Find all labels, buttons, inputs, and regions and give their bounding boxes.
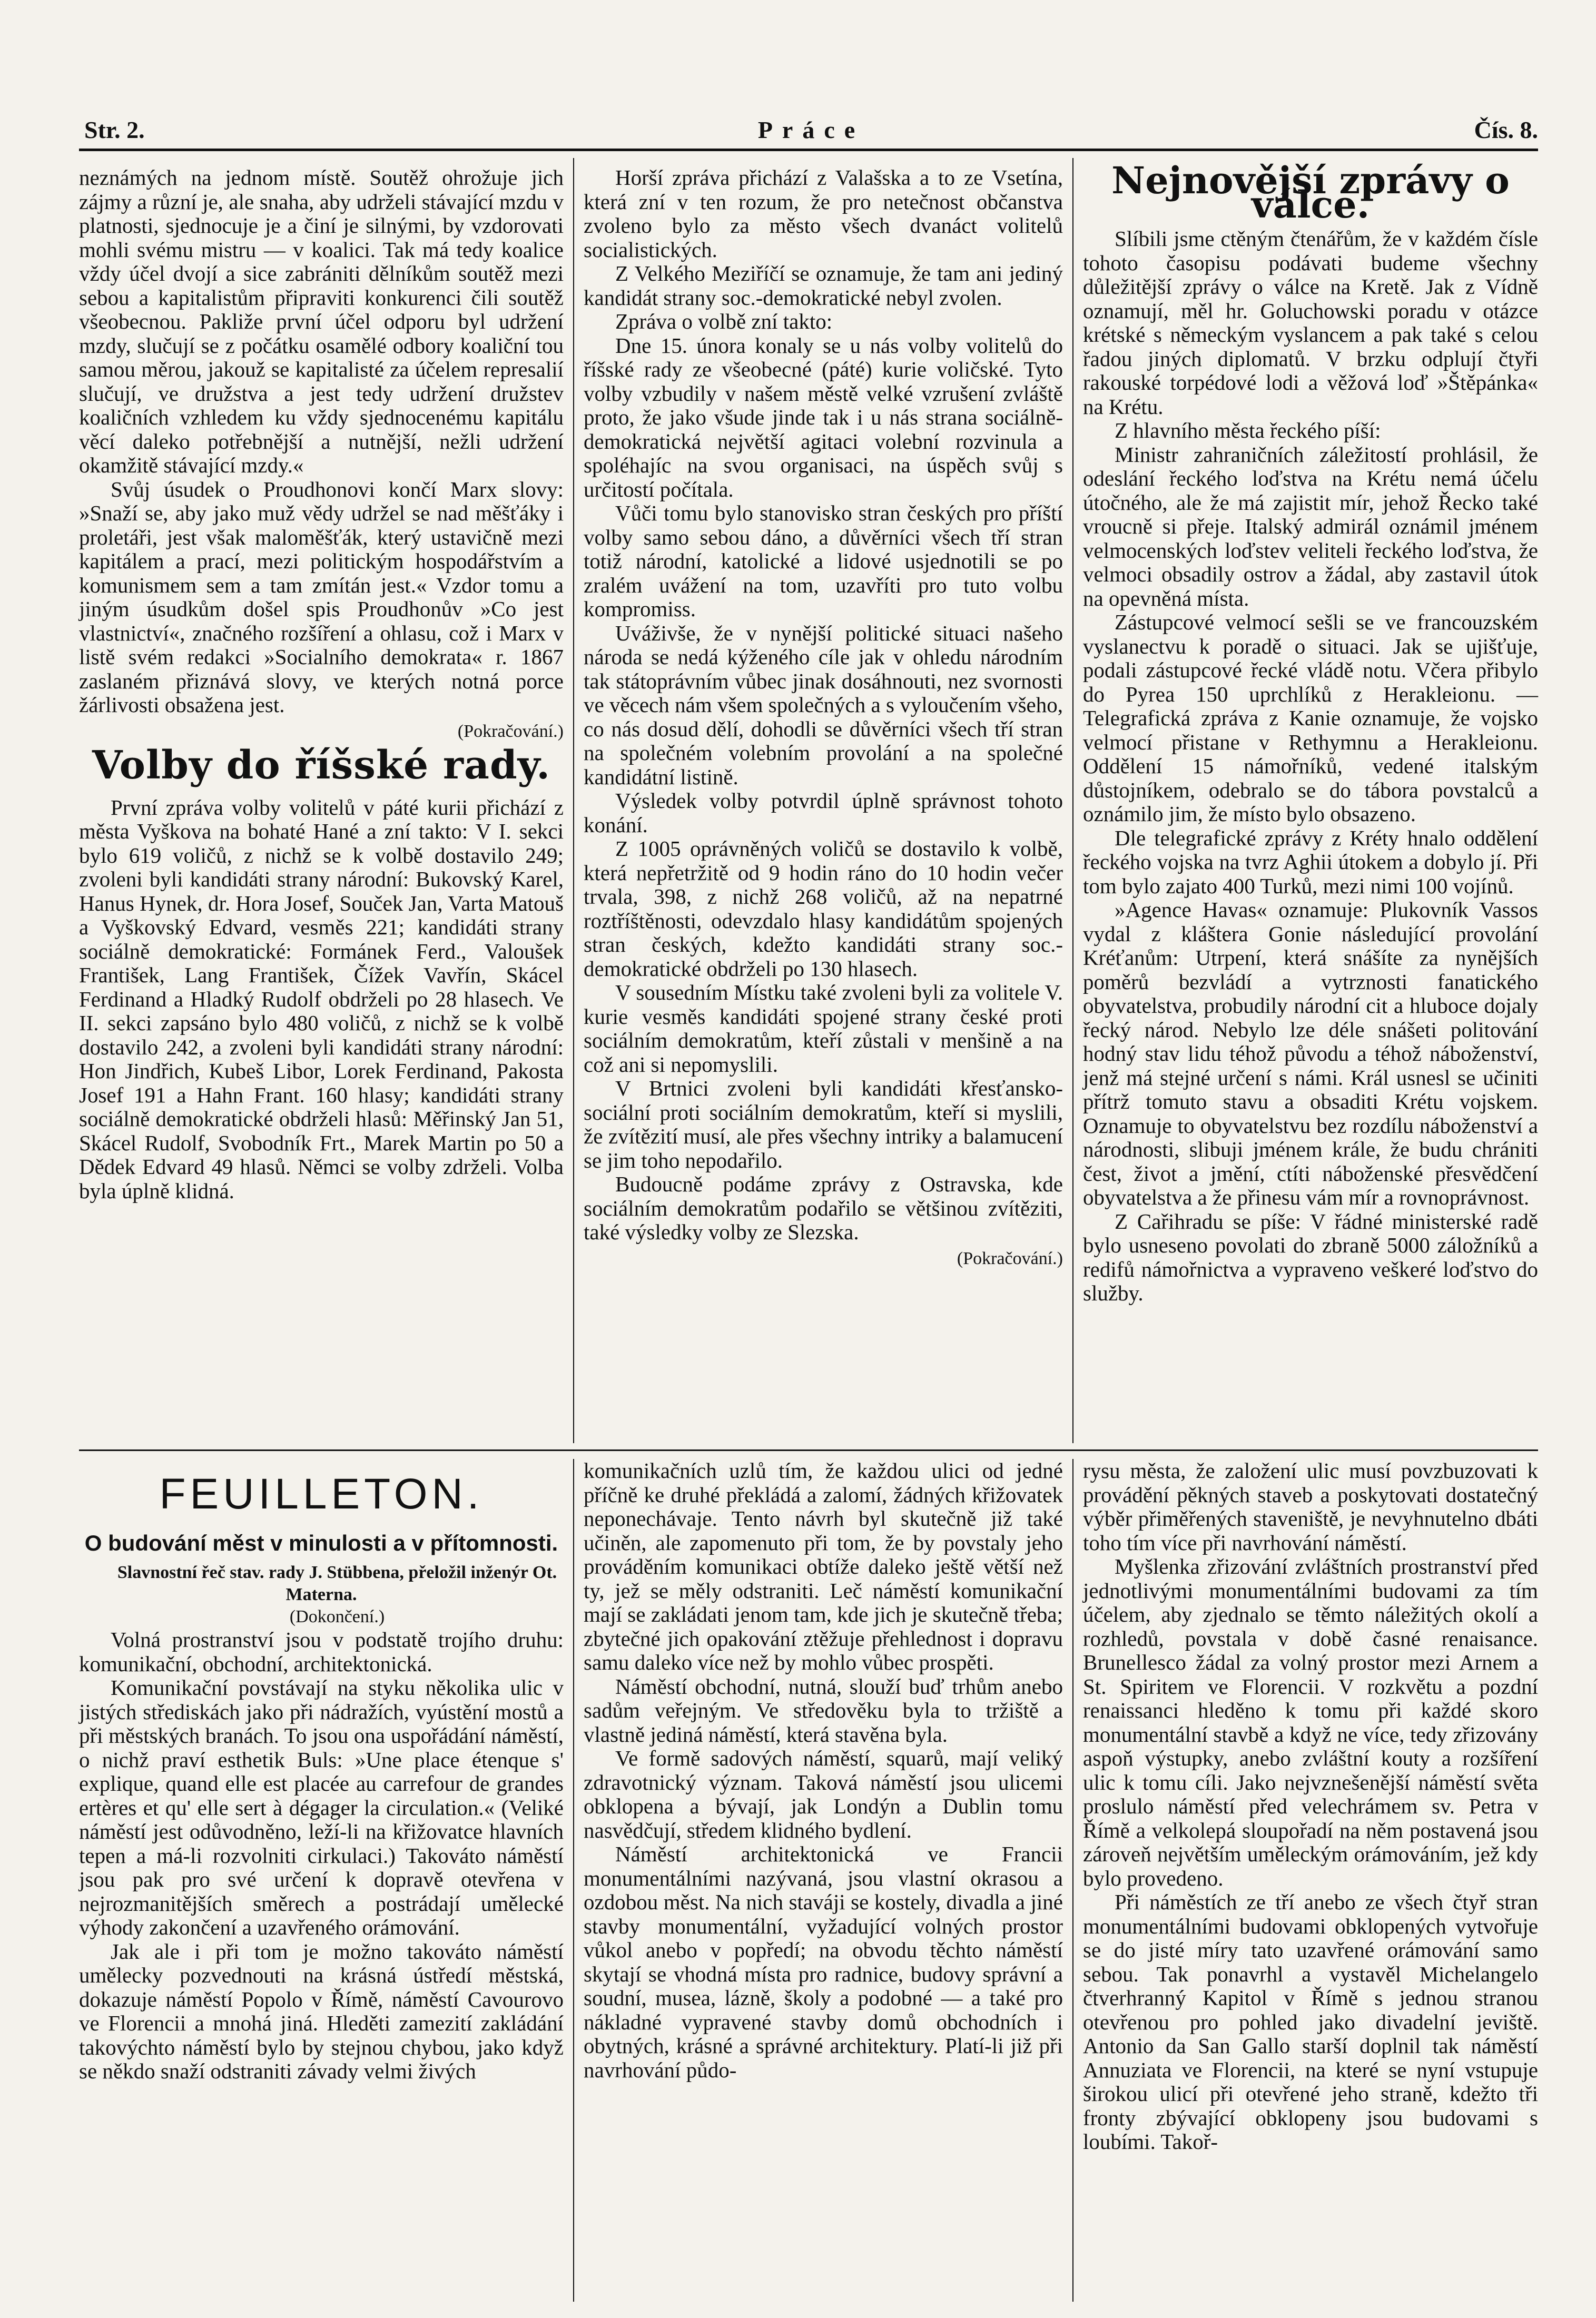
article-paragraph: Svůj úsudek o Proudhonovi končí Marx slovy: »Snaží se, aby jako muž vědy udržel se nad měšťáky i proletáři, jest však maloměšťák, který ustavičně mezi kapitálem a prací, mezi politickým hospodářstvím a komunismem sem a tam zmítán jest.« Vzdor tomu a jiným úsudkům došel spis Proudhonův »Co jest vlastnictví«, značného rozšíření a ohlasu, což i Marx v listě svém redakci »Socialního demokrata« r. 1867 zaslaném přiznává slovy, ve kterých notná porce žárlivosti obsažena jest.	[79, 477, 564, 717]
newspaper-title: Práce	[757, 116, 865, 143]
article-paragraph: První zpráva volby volitelů v páté kurii přichází z města Vyškova na bohaté Hané a zní takto: V I. sekci bylo 619 voličů, z nichž se k volbě dostavilo 249; zvoleni byli kandidáti strany národní: Bukovský Karel, Hanus Hynek, dr. Hora Josef, Souček Jan, Varta Matouš a Vyškovský Edvard, vesměs 221; kandidáti strany sociálně demokratické: Formánek Ferd., Valoušek František, Lang František, Čížek Vavřín, Skácel Ferdinand a Hladký Rudolf obdrželi po 28 hlasech. Ve II. sekci zapsáno bylo 480 voličů, z nichž se k volbě dostavilo 242, a zvoleni byli kandidáti strany národní: Hon Jindřich, Kubeš Libor, Lorek Ferdinand, Pakosta Josef 191 a Hahn Frant. 160 hlasy; kandidáti strany sociálně demokratické obdrželi hlasů: Měřinský Jan 51, Skácel Rudolf, Svobodník Frt., Marek Martin po 50 a Dědek Edvard 49 hlasů. Němci se volby zdrželi. Volba byla úplně klidná.	[79, 795, 564, 1203]
issue-number: Čís. 8.	[1474, 116, 1538, 143]
article-paragraph: Z 1005 oprávněných voličů se dostavilo k volbě, která nepřetržitě od 9 hodin ráno do 10 hodin večer trvala, 398, z nichž 268 voličů, až na nepatrné roztříštěnosti, odevzdalo hlasy kandidátům spojených stran českých, kdežto kandidáti strany soc.-demokratické obdrželi po 130 hlasech.	[584, 836, 1063, 981]
feuilleton-paragraph: Náměstí architektonická ve Francii monumentálními nazývaná, jsou vlastní okrasou a ozdobou měst. Na nich staváji se kostely, divadla a jiné stavby monumentální, vyžadující volných prostor vůkol anebo v popředí; na obvodu těchto náměstí skytají se vhodná místa pro radnice, budovy správní a soudní, musea, lázně, školy a podobné — a také pro nákladné vypravené stavby domů obchodních i obytných, krásné a správné architektury. Platí-li již při navrhování půdo-	[584, 1842, 1063, 2082]
article-paragraph: »Agence Havas« oznamuje: Plukovník Vassos vydal z kláštera Gonie následující provolání Kréťanům: Utrpení, která snášíte za nynějších poměrů bezvládí a vytrznosti fanatického obyvatelstva, probudily národní cit a hluboce dojaly řecký národ. Nebylo lze déle snášeti politování hodný stav lidu téhož původu a téhož náboženství, jenž má stejné určení s námi. Král usnesl se učiniti přítrž tomuto stavu a obsaditi Krétu vojskem. Oznamuje to obyvatelstvu bez rozdílu náboženství a národnosti, slibuji jménem krále, že budu chrániti čest, život a jmění, ctíti náboženské přesvědčení obyvatelstva a že přinesu vám mír a rovnoprávnost.	[1083, 897, 1538, 1209]
feuilleton-rule	[79, 1449, 1538, 1451]
feuilleton-byline: Slavnostní řeč stav. rady J. Stübbena, přeložil inženýr Ot. Materna.	[117, 1563, 557, 1604]
article-paragraph: Slíbili jsme ctěným čtenářům, že v každém čísle tohoto časopisu podávati budeme všechny důležitější zprávy o válce na Kretě. Jak z Vídně oznamují, měl hr. Goluchowski poradu v otázce krétské s německým vyslancem a pak také s celou řadou jiných diplomatů. V brzku odplují čtyři rakouské torpédové lodi a věžová loď »Štěpánka« na Krétu.	[1083, 226, 1538, 419]
article-paragraph: Horší zpráva přichází z Valašska a to ze Vsetína, která zní v ten rozum, že pro netečnost občanstva zvoleno bylo za město všech dvanáct volitelů socialistických.	[584, 165, 1063, 262]
article-paragraph: V Brtnici zvoleni byli kandidáti křesťansko-sociální proti sociálním demokratům, kteří si myslili, že zvítězití musí, ale přes všechny intriky a balamucení se jim toho nepodařilo.	[584, 1076, 1063, 1172]
article-paragraph: Z Cařihradu se píše: V řádné ministerské radě bylo usneseno povolati do zbraně 5000 záložníků a redifů námořnictva a vypraveno veškeré loďstvo do služby.	[1083, 1209, 1538, 1305]
article-paragraph: Z Velkého Meziříčí se oznamuje, že tam ani jediný kandidát strany soc.-demokratické nebyl zvolen.	[584, 261, 1063, 310]
article-paragraph: Ministr zahraničních záležitostí prohlásil, že odeslání řeckého loďstva na Krétu nemá účelu útočného, ale že má zajistit mír, jehož Řecko také vroucně si přeje. Italský admirál oznámil jménem velmocenských loďstev veliteli řeckého loďstva, že velmoci obsadily ostrov a žádal, aby zastavil útok na opevněná místa.	[1083, 442, 1538, 610]
page-number: Str. 2.	[84, 116, 145, 143]
feuilleton-ended-note: (Dokončení.)	[289, 1607, 385, 1626]
article-heading-war-news: Nejnovější zprávy o válce.	[1111, 159, 1510, 226]
article-paragraph: Vůči tomu bylo stanovisko stran českých pro příští volby samo sebou dáno, a důvěrníci všech tří stran totiž národní, katolické a lidové usjednotili se po zralém uvážení na tom, uzavříti pro tuto volbu kompromiss.	[584, 501, 1063, 621]
article-paragraph: V sousedním Místku také zvoleni byli za volitele V. kurie vesměs kandidáti spojené strany české proti sociálním demokratům, kteří zůstali v menšině a na což ani si nepomyslili.	[584, 980, 1063, 1077]
continued-note: (Pokračování.)	[457, 721, 564, 741]
feuilleton-paragraph: Náměstí obchodní, nutná, slouží buď trhům anebo sadům veřejným. Ve středověku byla to tržiště a vlastně jediná náměstí, která stavěna byla.	[584, 1674, 1063, 1747]
feuilleton-paragraph: komunikačních uzlů tím, že každou ulici od jedné příčně ke druhé překládá a zalomí, žádných křižovatek neponechávaje. Tento návrh byl skutečně již také učiněn, ale zapomenuto při tom, že by povstaly jeho prováděním komunikaci obtíže daleko ještě větší než ty, jež se měly odstraniti. Leč náměstí komunikační mají se zakládati jenom tam, kde jich je skutečně třeba; zbytečné jich opakování ztěžuje přehlednost i dopravu samu daleko více než by mohlo vůbec prospěti.	[584, 1458, 1063, 1674]
feuilleton-column-rule-2	[1072, 1459, 1073, 2302]
article-paragraph: Výsledek volby potvrdil úplně správnost tohoto konání.	[584, 788, 1063, 837]
feuilleton-paragraph: Komunikační povstávají na styku několika ulic v jistých střediskách jako při nádražích, vyústění mostů a při městských branách. To jsou ona uspořádání náměstí, o nichž praví esthetik Buls: »Une place étenque s' explique, quand elle est placée au carrefour de grandes ertères et qu' elle sert à dégager la circulation.« (Veliké náměstí jest odůvodněno, leží-li na křižovatce hlavních tepen a má-li rozvolniti cirkulaci.) Takováto náměstí jsou pak pro své určení k dopravě otevřena v nejrozmanitějších směrech a postrádají umělecké výhody zakončení a uzavřeného orámování.	[79, 1675, 564, 1939]
continued-note: (Pokračování.)	[957, 1248, 1063, 1268]
article-heading-elections: Volby do říšské rady.	[92, 743, 550, 788]
feuilleton-title: FEUILLETON.	[159, 1470, 484, 1518]
column-1	[79, 166, 564, 1203]
feuilleton-paragraph: Jak ale i při tom je možno takováto náměstí umělecky pozvednouti na krásná ústředí městská, dokazuje náměstí Popolo v Římě, náměstí Cavourovo ve Florencii a mnohá jiná. Hleděti zamezití zakládání takovýchto náměstí bylo by stejnou chybou, jako když se někdo snaží odstraniti závady velmi živých	[79, 1939, 564, 2083]
article-paragraph: Z hlavního města řeckého píší:	[1115, 418, 1381, 442]
column-3	[1083, 159, 1538, 1306]
column-rule-1	[573, 158, 574, 1443]
feuilleton-paragraph: Myšlenka zřizování zvláštních prostranství před jednotlivými monumentálními budovami za tím účelem, aby zjednalo se těmto náležitých okolí a rozhledů, povstala v době časné renaisance. Brunellesco žádal za volný prostor mezi Arnem a St. Spiritem ve Florencii. V rozkvětu a pozdní renaissanci hleděno k tomu při každé skoro monumentální stavbě a když ne více, tedy zřizovány aspoň výstupky, anebo zvláštní kouty a rozšíření ulic k tomu cíli. Jako nejvznešenější náměstí světa proslulo náměstí před velechrámem sv. Petra v Římě a velkolepá sloupořadí na něm postavená jsou zároveň největším uměleckým orámováním, jež kdy bylo provedeno.	[1083, 1554, 1538, 1890]
feuilleton-paragraph: rysu města, že založení ulic musí povzbuzovati k provádění pěkných staveb a poskytovati dostatečný výběr přiměřených staveniště, je nevyhnutelno dbáti toho tím více při navrhování náměstí.	[1083, 1458, 1538, 1555]
article-paragraph: Zpráva o volbě zní takto:	[615, 309, 833, 333]
article-continuation: neznámých na jednom místě. Soutěž ohrožuje jich zájmy a různí je, ale snaha, aby udrželi stávající mzdu v platnosti, sjednocuje je a činí je silnými, by vzdorovati mohli svému mistru — v koalici. Tak má tedy koalice vždy účel dvojí a sice zabrániti dělníkům soutěž mezi sebou a kapitalistům připraviti konkurenci čili soutěž všeobecnou. Pakliže první účel odporu byl udržení mzdy, slučují se z počátku osamělé odbory koaliční tou samou měrou, jakouž se kapitalisté za účelem represalií slučují, ve družstva a jest tedy udržení družstev koaličních vzhledem ku vždy sjednocenému kapitálu věcí daleko potřebnější a nutnější, nežli udržení okamžitě stávající mzdy.«	[79, 165, 564, 477]
column-rule-2	[1072, 158, 1073, 1443]
feuilleton-column-1	[79, 1530, 564, 2084]
article-paragraph: Uváživše, že v nynější politické situaci našeho národa se nedá kýženého cíle jak v ohledu národním tak státoprávním vůbec jinak dosáhnouti, nez svornosti ve věcech nám všem společných a s vyloučením všeho, co nás dosud dělí, dohodli se důvěrníci všech tří stran na společném volebním provolání a na společné kandidátní listině.	[584, 620, 1063, 789]
feuilleton-paragraph: Při náměstích ze tří anebo ze všech čtyř stran monumentálními budovami obklopených vytvořuje se do jisté míry tato uzavřené orámování samo sebou. Tak ponavrhl a vystavěl Michelangelo čtverhranný Kapitol v Římě s jednou stranou otevřenou pro pohled jako divadelní jeviště. Antonio da San Gallo starší doplnil tak náměstí Annuziata ve Florencii, na které se nyní vstupuje širokou ulicí při otevřené jeho straně, kdežto tři fronty zbývající obklopeny jsou budovami s loubími. Takoř-	[1083, 1890, 1538, 2154]
feuilleton-column-3	[1083, 1459, 1538, 2154]
feuilleton-paragraph: Volná prostranství jsou v podstatě trojího druhu: komunikační, obchodní, architektonická.	[79, 1627, 564, 1676]
feuilleton-column-2	[584, 1459, 1063, 2082]
article-paragraph: Dne 15. února konaly se u nás volby volitelů do říšské rady ze všeobecné (páté) kurie voličské. Tyto volby vzbudily v našem městě velké vzrušení zvláště proto, že jako všude jinde tak i u nás strana sociálně-demokratická největší agitaci volební rozvinula a spoléhajíc na svou organisaci, na úspěch svůj s určitostí počítala.	[584, 333, 1063, 501]
header-rule	[79, 149, 1538, 151]
article-paragraph: Budoucně podáme zprávy z Ostravska, kde sociálním demokratům podařilo se většinou zvítěziti, také výsledky volby ze Slezska.	[584, 1172, 1063, 1244]
column-2	[584, 166, 1063, 1270]
feuilleton-paragraph: Ve formě sadových náměstí, squarů, mají veliký zdravotnický význam. Taková náměstí jsou ulicemi obklopena a bývají, jak Londýn a Dublin tomu nasvědčují, středem klidného bydlení.	[584, 1746, 1063, 1842]
feuilleton-subtitle: O budování měst v minulosti a v přítomnosti.	[84, 1531, 558, 1555]
page-header	[84, 112, 1538, 149]
article-paragraph: Dle telegrafické zprávy z Kréty hnalo oddělení řeckého vojska na tvrz Aghii útokem a dobylo jí. Při tom bylo zajato 400 Turků, mezi nimi 100 vojínů.	[1083, 825, 1538, 898]
article-paragraph: Zástupcové velmocí sešli se ve francouzském vyslanectvu k poradě o situaci. Jak se ujišťuje, podali zástupcové řecké vládě notu. Včera přibylo do Pyrea 150 uprchlíků z Herakleionu. — Telegrafická zpráva z Kanie oznamuje, že vojsko velmocí přistane v Rethymnu a Herakleionu. Oddělení 15 námořníků, vedené italským důstojníkem, odebralo se do tábora povstalců a oznámilo jim, že místo bylo obsazeno.	[1083, 610, 1538, 826]
feuilleton-column-rule-1	[573, 1459, 574, 2302]
